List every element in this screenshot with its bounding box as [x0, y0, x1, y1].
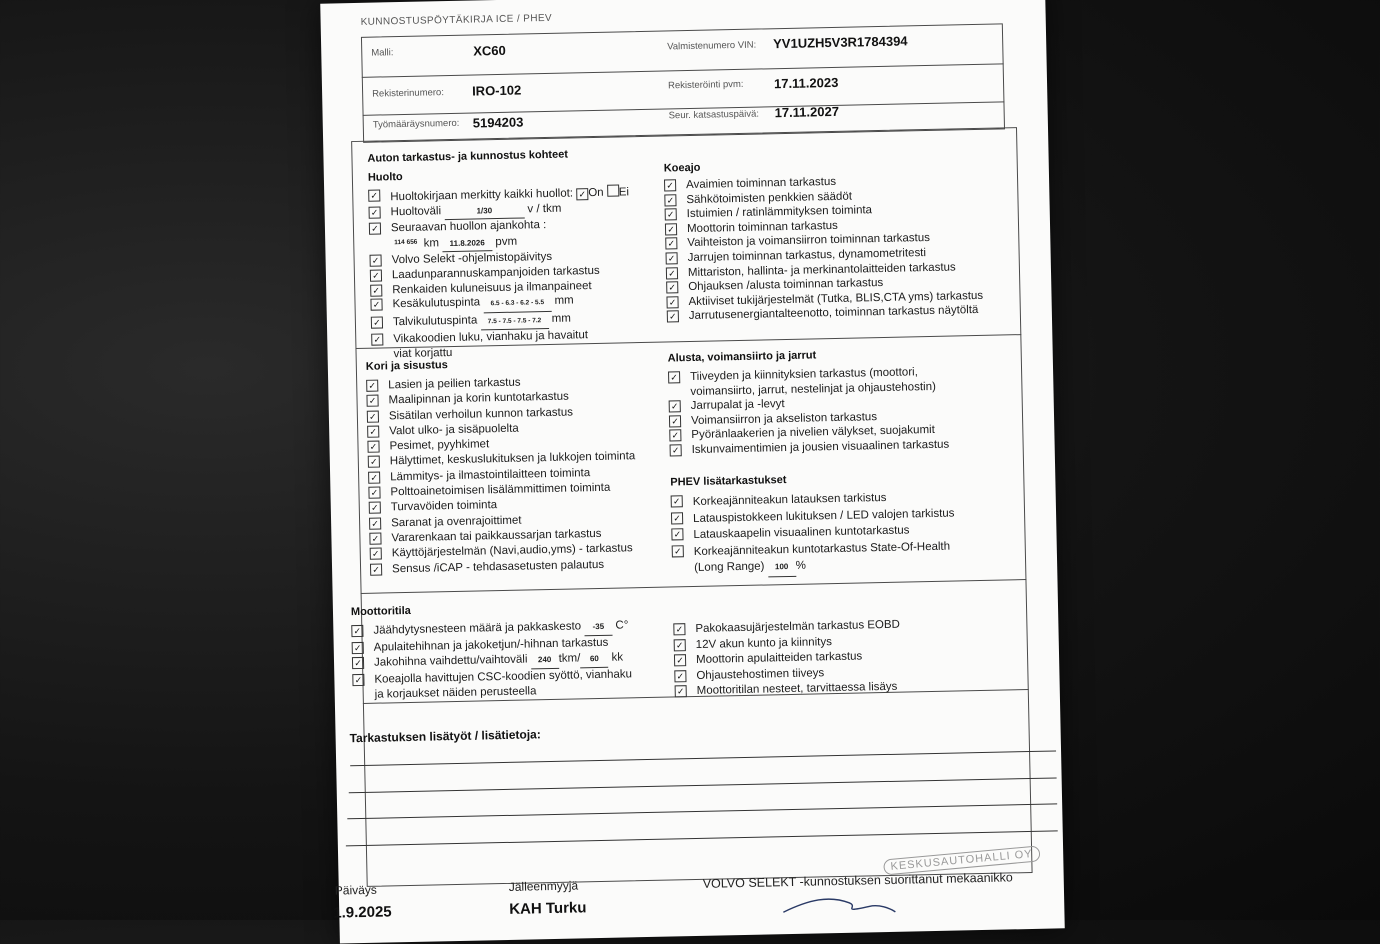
kori-list: [366, 373, 670, 578]
list-item: ✓ Vikakoodien luku, vianhaku ja havaitut: [371, 327, 671, 348]
checkbox[interactable]: ✓: [672, 545, 684, 557]
checkbox[interactable]: ✓: [367, 410, 379, 422]
checkbox[interactable]: ✓: [664, 179, 676, 191]
next-inspection-label: Seur. katsastuspäivä:: [668, 108, 760, 122]
checkbox[interactable]: ✓: [664, 194, 676, 206]
reg-value: IRO-102: [471, 82, 522, 99]
checkbox[interactable]: ✓: [351, 625, 363, 637]
vin-label: Valmistenumero VIN:: [667, 39, 757, 53]
list-item: ✓ Jäähdytysnesteen määrä ja pakkaskesto -35 C°: [351, 617, 681, 640]
list-item: voimansiirto, jarrut, nestelinjat ja ohjaustehostin): [690, 380, 936, 398]
koeajo-list: [664, 171, 1017, 324]
moottoritila-title: Moottoritila: [350, 604, 411, 619]
phev-list: [671, 487, 1023, 579]
dealer-value: KAH Turku: [509, 899, 587, 918]
checkbox[interactable]: ✓: [370, 269, 382, 281]
vin-value: YV1UZH5V3R1784394: [773, 33, 908, 52]
checkbox[interactable]: ✓: [371, 334, 383, 346]
checkbox[interactable]: ✓: [671, 528, 683, 540]
list-item: ✓ Tiiveyden ja kiinnityksien tarkastus (moottori,: [668, 363, 1018, 385]
checkbox[interactable]: ✓: [369, 502, 381, 514]
work-order-label: Työmääräysnumero:: [372, 117, 460, 131]
checkbox[interactable]: ✓: [369, 533, 381, 545]
list-item: ✓ Lasien ja peilien tarkastus: [366, 373, 666, 395]
list-item: ✓ Seuraavan huollon ajankohta :: [369, 216, 669, 237]
checkbox[interactable]: ✓: [669, 400, 681, 412]
alusta-title: Alusta, voimansiirto ja jarrut: [667, 349, 817, 365]
date-value: 1.9.2025: [333, 903, 392, 922]
list-item: ✓ Pesimet, pyyhkimet: [367, 434, 667, 456]
list-item: ✓ Sensus /iCAP - tehdasasetusten palautus: [370, 556, 670, 578]
list-item: ✓ Maalipinnan ja korin kuntotarkastus: [366, 388, 666, 410]
inspection-form: [320, 0, 1065, 943]
company-stamp: KESKUSAUTOHALLI OY: [883, 845, 1040, 875]
reg-date-label: Rekisteröinti pvm:: [667, 78, 744, 92]
list-item: ✓ Latauskaapelin visuaalinen kuntotarkastus: [671, 520, 1021, 544]
work-order-value: 5194203: [472, 114, 524, 131]
checkbox[interactable]: ✓: [674, 654, 686, 666]
checkbox[interactable]: ✓: [371, 316, 383, 328]
checkbox[interactable]: ✓: [666, 281, 678, 293]
checkbox[interactable]: ✓: [669, 415, 681, 427]
reg-date-value: 17.11.2023: [773, 74, 839, 92]
checkbox[interactable]: ✓: [369, 223, 381, 235]
list-item: ✓ Korkeajänniteakun kuntotarkastus State-Of-Health: [672, 537, 1022, 561]
list-item: 114 656 km 11.8.2026 pvm: [369, 230, 669, 254]
document-title: KUNNOSTUSPÖYTÄKIRJA ICE / PHEV: [360, 12, 553, 28]
phev-title: PHEV lisätarkastukset: [670, 474, 787, 489]
list-item: ✓ Sähkötoimisten penkkien säädöt: [664, 186, 1014, 208]
list-item: ✓ Jarrujen toiminnan tarkastus, dynamometritesti: [666, 244, 1016, 266]
list-item: ✓ Voimansiirron ja akseliston tarkastus: [669, 407, 1019, 429]
checkbox[interactable]: ✓: [369, 517, 381, 529]
list-item: ✓ Pakokaasujärjestelmän tarkastus EOBD: [673, 615, 1013, 638]
checkbox[interactable]: ✓: [368, 189, 380, 201]
checkbox[interactable]: ✓: [674, 639, 686, 651]
huolto-list: [368, 182, 672, 362]
list-item: ✓ Mittariston, hallinta- ja merkinantolaitteiden tarkastus: [666, 259, 1016, 281]
model-value: XC60: [473, 42, 506, 59]
list-item: ✓ Ohjauksen /alusta toiminnan tarkastus: [666, 273, 1016, 295]
list-item: ✓ Vaihteiston ja voimansiirron toiminnan tarkastus: [665, 230, 1015, 252]
checkbox[interactable]: ✓: [370, 299, 382, 311]
checkbox[interactable]: ✓: [368, 471, 380, 483]
checkbox[interactable]: ✓: [666, 296, 678, 308]
checkbox[interactable]: ✓: [370, 563, 382, 575]
list-item: ✓ Latauspistokkeen lukituksen / LED valojen tarkistus: [671, 504, 1021, 528]
checkbox[interactable]: ✓: [665, 238, 677, 250]
list-item: ✓ Turvavöiden toiminta: [369, 495, 669, 517]
checkbox[interactable]: ✓: [670, 444, 682, 456]
checkbox-ei[interactable]: [607, 184, 619, 196]
list-item: ✓ Jarrutusenergiantalteenotto, toiminnan tarkastus näytöltä: [667, 303, 1017, 325]
moottoritila-right-list: [673, 615, 1015, 700]
list-item: ✓ Ohjaustehostimen tiiveys: [674, 662, 1014, 685]
list-item: ✓ Polttoainetoimisen lisälämmittimen toiminta: [368, 480, 668, 502]
checkbox[interactable]: ✓: [352, 657, 364, 669]
checkbox[interactable]: ✓: [370, 548, 382, 560]
checkbox[interactable]: ✓: [352, 673, 364, 685]
list-item: ✓ Huoltokirjaan merkitty kaikki huollot: ✓ On Ei: [368, 182, 668, 205]
list-item: ✓ Korkeajänniteakun latauksen tarkistus: [671, 487, 1021, 511]
checkbox[interactable]: ✓: [665, 208, 677, 220]
list-item: viat korjattu: [393, 346, 453, 361]
list-item: ✓ Käyttöjärjestelmän (Navi,audio,yms) - tarkastus: [370, 541, 670, 563]
list-item: ✓ Moottoritilan nesteet, tarvittaessa lisäys: [675, 677, 1015, 700]
list-item: ✓ Kesäkulutuspinta 6.5 - 6.3 - 6.2 - 5.5 mm: [370, 292, 670, 316]
checkbox[interactable]: ✓: [671, 495, 683, 507]
signature: [779, 888, 900, 921]
checkbox[interactable]: ✓: [671, 512, 683, 524]
checkbox[interactable]: ✓: [666, 267, 678, 279]
checkbox[interactable]: ✓: [674, 670, 686, 682]
checkbox[interactable]: ✓: [367, 441, 379, 453]
huolto-title: Huolto: [367, 171, 403, 184]
checkbox[interactable]: ✓: [370, 255, 382, 267]
mechanic-label: VOLVO SELEKT -kunnostuksen suorittanut mekaanikko: [702, 870, 1013, 891]
dealer-label: Jälleenmyyjä: [508, 878, 579, 894]
alusta-list: [668, 363, 1020, 458]
checkbox[interactable]: ✓: [675, 685, 687, 697]
list-item: ✓ Apulaitehihnan ja jakoketjun/-hihnan tarkastus: [352, 634, 682, 656]
checkbox[interactable]: ✓: [367, 425, 379, 437]
checkbox[interactable]: ✓: [370, 284, 382, 296]
date-label: Päiväys: [334, 882, 377, 898]
checkbox[interactable]: ✓: [368, 456, 380, 468]
list-item: ✓ Laadunparannuskampanjoiden tarkastus: [370, 262, 670, 283]
list-item: ✓ Vararenkaan tai paikkaussarjan tarkastus: [369, 525, 669, 547]
model-label: Malli:: [371, 47, 394, 59]
list-item: ✓ Jakohihna vaihdettu/vaihtoväli 240 tkm/ 60 kk: [352, 649, 682, 672]
list-item: ✓ Iskunvaimentimien ja jousien visuaalinen tarkastus: [670, 436, 1020, 458]
checkbox[interactable]: ✓: [366, 395, 378, 407]
list-item: ✓ Talvikulutuspinta 7.5 - 7.5 - 7.5 - 7.2 mm: [371, 309, 671, 333]
checkbox[interactable]: ✓: [352, 641, 364, 653]
list-item: ✓ Saranat ja ovenrajoittimet: [369, 510, 669, 532]
checkbox[interactable]: ✓: [673, 623, 685, 635]
checkbox[interactable]: ✓: [668, 371, 680, 383]
koeajo-title: Koeajo: [663, 161, 701, 175]
reg-label: Rekisterinumero:: [372, 87, 445, 100]
checkbox[interactable]: ✓: [665, 223, 677, 235]
list-item: ✓ Jarrupalat ja -levyt: [669, 392, 1019, 414]
list-item: ✓ Aktiiviset tukijärjestelmät (Tutka, BLIS,CTA yms) tarkastus: [666, 288, 1016, 310]
moottoritila-left-list: [351, 617, 683, 703]
list-item: ✓ Lämmitys- ja ilmastointilaitteen toiminta: [368, 464, 668, 486]
list-item: ✓ Moottorin toiminnan tarkastus: [665, 215, 1015, 237]
list-item: ✓ Hälyttimet, keskuslukituksen ja lukkojen toiminta: [368, 449, 668, 471]
list-item: ✓ Moottorin apulaitteiden tarkastus: [674, 646, 1014, 669]
list-item: ✓ Valot ulko- ja sisäpuolelta: [367, 418, 667, 440]
list-item: ✓ Pyöränlaakerien ja nivelien välykset, suojakumit: [669, 422, 1019, 444]
checkbox[interactable]: ✓: [669, 430, 681, 442]
checkbox-on[interactable]: ✓: [576, 188, 588, 200]
extra-info-title: Tarkastuksen lisätyöt / lisätietoja:: [349, 727, 541, 746]
list-item: ✓ 12V akun kunto ja kiinnitys: [674, 631, 1014, 654]
list-item: ✓ Sisätilan verhoilun kunnon tarkastus: [367, 403, 667, 425]
list-item: ✓ Istuimien / ratinlämmityksen toiminta: [665, 200, 1015, 222]
list-item: ja korjaukset näiden perusteella: [374, 685, 537, 701]
kori-title: Kori ja sisustus: [365, 359, 448, 373]
list-item: (Long Range) 100 %: [672, 553, 1022, 579]
list-item: ✓ Renkaiden kuluneisuus ja ilmanpaineet: [370, 277, 670, 298]
checkbox[interactable]: ✓: [368, 206, 380, 218]
list-item: ✓ Koeajolla havittujen CSC-koodien syöttö, vianhaku: [352, 666, 682, 688]
checkbox[interactable]: ✓: [666, 252, 678, 264]
soh-value: 100: [768, 559, 796, 577]
checkbox[interactable]: ✓: [368, 487, 380, 499]
checkbox[interactable]: ✓: [366, 380, 378, 392]
list-item: ✓ Volvo Selekt -ohjelmistopäivitys: [369, 248, 669, 269]
checkbox[interactable]: ✓: [667, 311, 679, 323]
list-item: ✓ Avaimien toiminnan tarkastus: [664, 171, 1014, 193]
next-inspection-value: 17.11.2027: [774, 103, 840, 121]
list-item: ✓ Huoltoväli 1/30 v / tkm: [368, 199, 668, 222]
main-title: Auton tarkastus- ja kunnostus kohteet: [367, 148, 569, 165]
